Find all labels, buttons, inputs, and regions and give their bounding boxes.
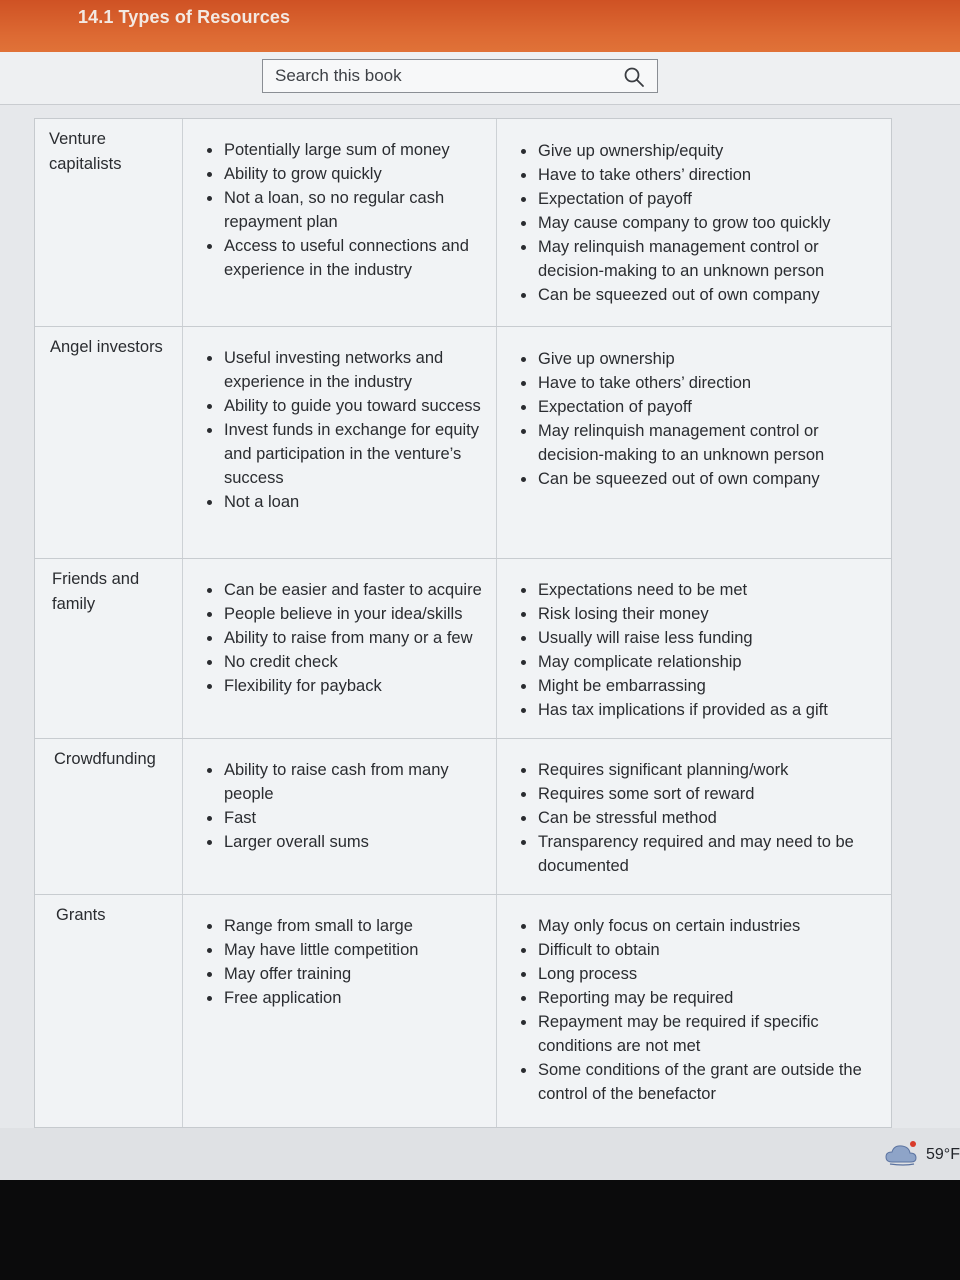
list-item: Might be embarrassing: [519, 674, 885, 698]
source-cell: [35, 119, 183, 326]
list-item: Have to take others’ direction: [519, 371, 885, 395]
cloud-icon: [884, 1140, 920, 1168]
list-item: May cause company to grow too quickly: [519, 211, 885, 235]
list-item: Flexibility for payback: [205, 674, 490, 698]
list-item: Can be easier and faster to acquire: [205, 578, 490, 602]
list-item: Potentially large sum of money: [205, 138, 490, 162]
search-bar-row: [0, 52, 960, 105]
list-item: Give up ownership: [519, 347, 885, 371]
list-item: Range from small to large: [205, 914, 490, 938]
disadvantages-cell: [497, 559, 891, 738]
list-item: Can be squeezed out of own company: [519, 283, 885, 307]
advantages-cell: [183, 739, 497, 894]
list-item: Repayment may be required if specific conditions are not met: [519, 1010, 885, 1058]
list-item: May complicate relationship: [519, 650, 885, 674]
list-item: Has tax implications if provided as a gift: [519, 698, 885, 722]
advantages-list: [205, 346, 490, 514]
advantages-cell: [183, 327, 497, 558]
advantages-cell: [183, 895, 497, 1127]
section-title: 14.1 Types of Resources: [78, 7, 291, 27]
list-item: Expectation of payoff: [519, 395, 885, 419]
disadvantages-list: [519, 758, 885, 878]
list-item: No credit check: [205, 650, 490, 674]
advantages-list: [205, 914, 490, 1010]
list-item: Access to useful connections and experience in the industry: [205, 234, 490, 282]
disadvantages-list: [519, 914, 885, 1106]
source-label: Crowdfunding: [54, 750, 156, 768]
list-item: Can be squeezed out of own company: [519, 467, 885, 491]
list-item: May only focus on certain industries: [519, 914, 885, 938]
list-item: Fast: [205, 806, 490, 830]
source-cell: [35, 559, 183, 738]
book-header: [0, 0, 960, 52]
list-item: Expectations need to be met: [519, 578, 885, 602]
taskbar: [0, 1128, 960, 1180]
list-item: Requires significant planning/work: [519, 758, 885, 782]
list-item: Can be stressful method: [519, 806, 885, 830]
advantages-list: [205, 578, 490, 698]
source-cell: [35, 739, 183, 894]
disadvantages-list: [519, 347, 885, 491]
list-item: Ability to grow quickly: [205, 162, 490, 186]
list-item: Larger overall sums: [205, 830, 490, 854]
list-item: Long process: [519, 962, 885, 986]
table-row: [35, 119, 891, 327]
search-box: [262, 59, 658, 93]
list-item: Free application: [205, 986, 490, 1010]
source-label: Friends and family: [52, 570, 140, 613]
advantages-cell: [183, 119, 497, 326]
table-row: [35, 739, 891, 895]
list-item: Requires some sort of reward: [519, 782, 885, 806]
resources-table: [34, 118, 892, 1128]
source-cell: [35, 327, 183, 558]
table-row: [35, 559, 891, 739]
list-item: People believe in your idea/skills: [205, 602, 490, 626]
list-item: May relinquish management control or decision-making to an unknown person: [519, 419, 885, 467]
list-item: Useful investing networks and experience in the industry: [205, 346, 490, 394]
list-item: Ability to raise from many or a few: [205, 626, 490, 650]
list-item: Usually will raise less funding: [519, 626, 885, 650]
disadvantages-list: [519, 578, 885, 722]
disadvantages-cell: [497, 119, 891, 326]
disadvantages-list: [519, 139, 885, 307]
list-item: Risk losing their money: [519, 602, 885, 626]
list-item: May offer training: [205, 962, 490, 986]
list-item: Expectation of payoff: [519, 187, 885, 211]
table-row: [35, 327, 891, 559]
list-item: Not a loan: [205, 490, 490, 514]
list-item: Difficult to obtain: [519, 938, 885, 962]
disadvantages-cell: [497, 327, 891, 558]
source-cell: [35, 895, 183, 1127]
source-label: Grants: [56, 906, 106, 924]
source-label: Venture capitalists: [49, 130, 122, 173]
table-row: [35, 895, 891, 1127]
weather-widget[interactable]: [884, 1138, 960, 1172]
list-item: Ability to guide you toward success: [205, 394, 490, 418]
list-item: Some conditions of the grant are outside the control of the benefactor: [519, 1058, 885, 1106]
list-item: Ability to raise cash from many people: [205, 758, 490, 806]
list-item: Have to take others’ direction: [519, 163, 885, 187]
source-label: Angel investors: [50, 338, 163, 356]
list-item: May relinquish management control or decision-making to an unknown person: [519, 235, 885, 283]
list-item: Transparency required and may need to be documented: [519, 830, 885, 878]
list-item: Give up ownership/equity: [519, 139, 885, 163]
advantages-list: [205, 138, 490, 282]
advantages-list: [205, 758, 490, 854]
temperature-label: 59°F: [926, 1146, 960, 1163]
disadvantages-cell: [497, 739, 891, 894]
advantages-cell: [183, 559, 497, 738]
list-item: Not a loan, so no regular cash repayment plan: [205, 186, 490, 234]
list-item: May have little competition: [205, 938, 490, 962]
disadvantages-cell: [497, 895, 891, 1127]
list-item: Reporting may be required: [519, 986, 885, 1010]
search-icon[interactable]: [623, 66, 645, 88]
list-item: Invest funds in exchange for equity and participation in the venture’s success: [205, 418, 490, 490]
search-input[interactable]: [263, 60, 613, 92]
